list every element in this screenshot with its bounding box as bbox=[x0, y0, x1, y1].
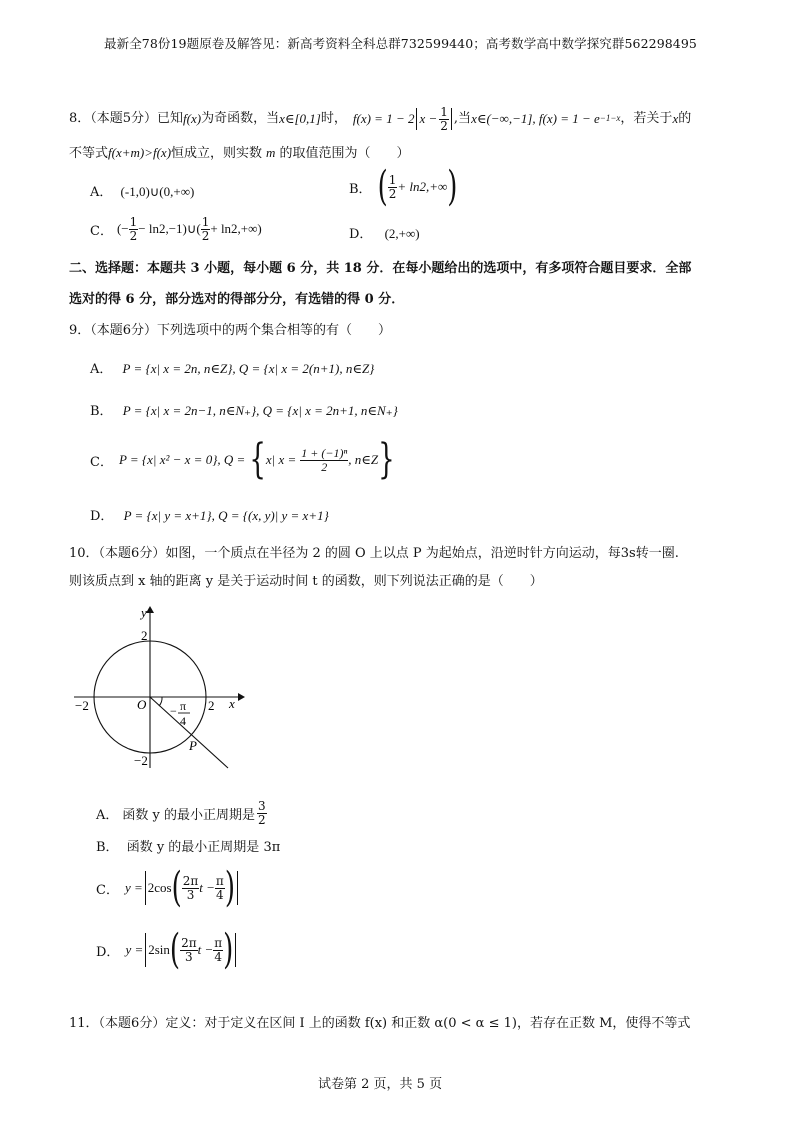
q10-option-c-frac1-den: 3 bbox=[186, 887, 195, 902]
q8-part1: 为奇函数，当 bbox=[201, 110, 280, 126]
tick-y-neg2: −2 bbox=[134, 753, 148, 768]
q10-option-c-label: C． bbox=[96, 882, 119, 898]
q10-option-a-frac bbox=[257, 800, 267, 826]
q8-def1-lhs: f(x) = 1 − 2 bbox=[352, 110, 415, 126]
q8-option-c-frac2 bbox=[201, 216, 211, 242]
q8-part3: ,当 bbox=[453, 110, 472, 126]
q9-option-c[interactable] bbox=[90, 438, 395, 482]
section-2-line-2: 选对的得 6 分，部分选对的得部分分，有选错的得 0 分． bbox=[69, 292, 405, 307]
angle-arc bbox=[159, 697, 162, 706]
q10-option-d-lparen: ( bbox=[169, 926, 181, 974]
q10-option-c[interactable] bbox=[96, 866, 240, 910]
q8-option-c-label: C． bbox=[90, 223, 113, 239]
q10-option-c-frac2 bbox=[215, 875, 225, 901]
tick-x-pos2: 2 bbox=[208, 698, 215, 713]
q9-option-c-frac-den: 2 bbox=[321, 459, 328, 474]
q8-def2-sup: −1−x bbox=[599, 113, 621, 124]
q10-option-a-label: A． bbox=[96, 807, 119, 823]
point-p-label: P bbox=[189, 738, 197, 753]
q9-option-c-pre: P = {x| x² − x = 0}, Q = bbox=[118, 452, 246, 467]
q8-option-c-a: (− bbox=[116, 221, 129, 237]
q8-abs-right bbox=[451, 108, 452, 130]
q8-def1-abs: x − bbox=[419, 110, 438, 126]
q8-half-num: 1 bbox=[440, 104, 448, 119]
q8-line2-a: 不等式 bbox=[69, 146, 109, 161]
q8-def2: , f(x) = 1 − e bbox=[532, 110, 600, 126]
q8-option-b-frac bbox=[388, 174, 398, 200]
angle-den: 4 bbox=[180, 714, 186, 728]
q8-part2: 时， bbox=[320, 110, 347, 126]
q10-option-c-abs-right bbox=[237, 871, 238, 905]
q9-option-c-set-a: x| x = bbox=[265, 452, 297, 467]
q10-option-c-abs-left bbox=[145, 871, 146, 905]
q8-option-c-frac1-den: 2 bbox=[129, 228, 138, 243]
q10-option-c-t: t − bbox=[199, 880, 215, 895]
q9-option-c-rbrace: } bbox=[378, 436, 395, 484]
origin-label: O bbox=[137, 697, 147, 712]
q8-option-c-frac2-den: 2 bbox=[201, 228, 210, 243]
q9-option-b[interactable] bbox=[90, 400, 398, 419]
y-axis-arrow bbox=[146, 606, 154, 613]
tick-x-neg2: −2 bbox=[75, 698, 89, 713]
q9-option-c-label: C． bbox=[90, 454, 113, 470]
q9-option-a-label: A． bbox=[90, 362, 113, 377]
q8-option-b-label: B． bbox=[349, 181, 372, 197]
q10-option-a-frac-num: 3 bbox=[258, 798, 266, 813]
page-footer: 试卷第 2 页，共 5 页 bbox=[318, 1077, 443, 1092]
question-9-stem: 9．（本题6分）下列选项中的两个集合相等的有（ ） bbox=[69, 323, 392, 338]
q10-option-b-label: B． bbox=[96, 840, 119, 855]
q10-option-d-label: D． bbox=[96, 944, 120, 960]
q10-option-c-rparen: ) bbox=[224, 864, 235, 912]
q10-option-b-text: 函数 y 的最小正周期是 3π bbox=[126, 840, 281, 855]
q8-option-d[interactable] bbox=[349, 223, 420, 242]
question-8-line-1 bbox=[69, 106, 691, 132]
q8-ineq: f(x+m)>f(x) bbox=[108, 145, 172, 160]
q8-fx: f(x) bbox=[183, 110, 202, 126]
q10-option-c-frac2-num: π bbox=[215, 873, 224, 888]
section-2-line-1: 二、选择题：本题共 3 小题，每小题 6 分，共 18 分．在每小题给出的选项中，有多项符合题目要求．全部 bbox=[69, 261, 692, 276]
q10-circle-figure bbox=[70, 603, 255, 775]
q8-cond1: x∈[0,1] bbox=[279, 110, 321, 126]
q10-option-d-abs-left bbox=[145, 933, 146, 967]
q8-option-d-label: D． bbox=[349, 227, 373, 242]
q10-option-c-lparen: ( bbox=[171, 864, 182, 912]
q10-option-d-frac1 bbox=[180, 937, 198, 963]
q10-option-c-pre: y = bbox=[124, 880, 143, 895]
q10-option-d-frac1-den: 3 bbox=[185, 949, 193, 964]
q10-option-d[interactable] bbox=[96, 928, 238, 972]
q8-line2-b: 恒成立，则实数 bbox=[171, 146, 263, 161]
y-axis-label: y bbox=[141, 605, 147, 620]
q10-option-d-abs-right bbox=[235, 933, 236, 967]
q10-option-d-frac2-num: π bbox=[214, 935, 223, 950]
q9-option-c-lbrace: { bbox=[249, 436, 266, 484]
q8-abs-left bbox=[416, 108, 417, 130]
q10-option-d-frac1-num: 2π bbox=[181, 935, 197, 950]
q8-option-c-b: − ln2,−1)∪( bbox=[138, 221, 201, 237]
q8-part5: 的 bbox=[678, 110, 692, 126]
q10-option-d-frac2 bbox=[213, 937, 223, 963]
q10-option-b[interactable] bbox=[96, 836, 280, 855]
q9-option-d[interactable] bbox=[90, 505, 329, 524]
q8-option-a-text: (-1,0)∪(0,+∞) bbox=[120, 184, 195, 199]
q8-var-x: x bbox=[672, 110, 679, 126]
ray-op bbox=[150, 697, 228, 768]
q10-option-a[interactable] bbox=[96, 793, 267, 833]
q8-option-c[interactable] bbox=[90, 216, 262, 242]
q10-option-a-text: 函数 y 的最小正周期是 bbox=[122, 807, 255, 823]
q10-option-d-t: t − bbox=[197, 942, 214, 957]
question-11-stem: 11．（本题6分）定义：对于定义在区间 I 上的函数 f(x) 和正数 α(0 < α ≤ 1)，若存在正数 M，使得不等式 bbox=[69, 1016, 691, 1031]
q8-option-a[interactable] bbox=[90, 181, 194, 200]
q8-half bbox=[439, 106, 449, 132]
q8-half-den: 2 bbox=[440, 118, 448, 133]
q9-option-a-text: P = {x| x = 2n, n∈Z}, Q = {x| x = 2(n+1), n∈Z} bbox=[122, 361, 375, 376]
q8-cond2: x∈(−∞,−1] bbox=[471, 110, 533, 126]
x-axis-label: x bbox=[229, 696, 235, 711]
q8-option-d-text: (2,+∞) bbox=[384, 226, 420, 241]
q10-option-d-frac2-den: 4 bbox=[214, 949, 222, 964]
q8-option-b-frac-den: 2 bbox=[388, 186, 397, 201]
q9-option-d-text: P = {x| y = x+1}, Q = {(x, y)| y = x+1} bbox=[123, 508, 329, 523]
q10-option-d-rparen: ) bbox=[223, 926, 234, 974]
question-8-line-2 bbox=[69, 145, 409, 162]
q8-option-b-rparen: ) bbox=[447, 163, 458, 212]
q8-line2-c: 的取值范围为（ ） bbox=[279, 146, 410, 161]
q9-option-b-text: P = {x| x = 2n−1, n∈N₊}, Q = {x| x = 2n+1, n∈N₊} bbox=[122, 403, 398, 418]
q8-option-c-frac1 bbox=[129, 216, 139, 242]
question-10-line-1: 10．（本题6分）如图，一个质点在半径为 2 的圆 O 上以点 P 为起始点，沿逆时针方向运动，每3s转一圈. bbox=[69, 546, 679, 561]
q9-option-b-label: B． bbox=[90, 404, 113, 419]
q10-option-c-frac2-den: 4 bbox=[216, 887, 224, 902]
q8-option-b-text: + ln2,+∞ bbox=[397, 179, 448, 195]
q8-option-b[interactable] bbox=[349, 163, 458, 212]
question-10-line-2: 则该质点到 x 轴的距离 y 是关于运动时间 t 的函数，则下列说法正确的是（ ） bbox=[69, 574, 543, 589]
q8-option-c-c: + ln2,+∞) bbox=[210, 221, 262, 237]
tick-y-pos2: 2 bbox=[141, 628, 148, 643]
q9-option-c-frac bbox=[300, 447, 348, 473]
q10-option-d-fn: 2sin bbox=[148, 942, 170, 957]
q8-var-m: m bbox=[266, 145, 276, 160]
q9-option-d-label: D． bbox=[90, 509, 114, 524]
x-axis-arrow bbox=[238, 693, 245, 701]
q10-option-a-frac-den: 2 bbox=[258, 812, 266, 827]
q9-option-a[interactable] bbox=[90, 358, 374, 377]
q10-option-c-frac1 bbox=[182, 875, 200, 901]
q8-option-c-frac2-num: 1 bbox=[201, 215, 210, 229]
q9-option-c-frac-num: 1 + (−1)ⁿ bbox=[301, 445, 348, 460]
q8-option-b-lparen: ( bbox=[377, 163, 388, 212]
page-header: 最新全78份19题原卷及解答见：新高考资料全科总群732599440；高考数学高中数学探究群562298495 bbox=[104, 36, 697, 51]
q8-part4: ，若关于 bbox=[620, 110, 673, 126]
q10-option-c-fn: 2cos bbox=[147, 880, 172, 895]
q8-option-b-frac-num: 1 bbox=[388, 173, 397, 187]
q8-option-c-frac1-num: 1 bbox=[129, 215, 138, 229]
q8-option-a-label: A． bbox=[90, 185, 113, 200]
q8-prefix: 8．（本题5分）已知 bbox=[69, 110, 184, 126]
angle-num: π bbox=[180, 699, 187, 713]
q9-option-c-set-b: , n∈Z bbox=[348, 452, 379, 467]
angle-sign: − bbox=[170, 704, 177, 718]
q10-option-d-pre: y = bbox=[125, 942, 144, 957]
q10-option-c-frac1-num: 2π bbox=[182, 873, 199, 888]
